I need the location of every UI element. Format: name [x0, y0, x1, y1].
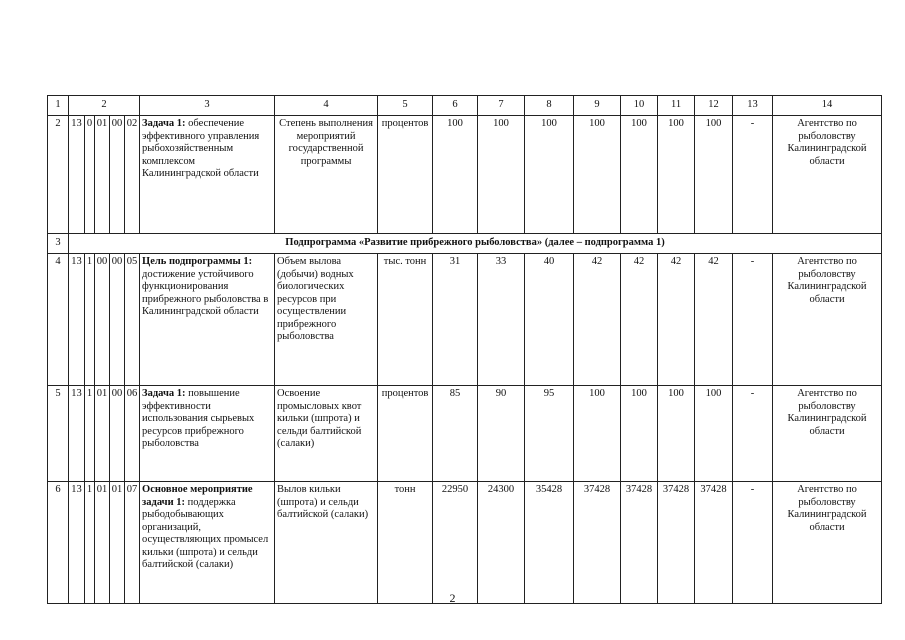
value-cell: 42 [658, 254, 695, 386]
goal-cell [140, 386, 275, 482]
goal-text: повышение эффективности использования сырьевых ресурсов прибрежного рыболовства [142, 388, 255, 449]
indicator-cell: Вылов кильки (шпрота) и сельди балтийской (салаки) [275, 482, 378, 604]
value-cell: 42 [574, 254, 621, 386]
table-row [48, 254, 882, 386]
value-cell: 33 [478, 254, 525, 386]
code-cell: 06 [125, 386, 140, 482]
value-cell: 24300 [478, 482, 525, 604]
header-cell: 13 [733, 96, 773, 116]
code-cell: 0 [85, 116, 95, 234]
header-cell: 2 [69, 96, 140, 116]
value-cell: 100 [695, 386, 733, 482]
value-cell: 100 [621, 116, 658, 234]
table-row [48, 386, 882, 482]
col13-cell: - [733, 482, 773, 604]
header-cell: 6 [433, 96, 478, 116]
code-cell: 13 [69, 116, 85, 234]
indicator-cell: Освоение промысловых квот кильки (шпрота) и сельди балтийской (салаки) [275, 386, 378, 482]
value-cell: 37428 [658, 482, 695, 604]
value-cell: 100 [525, 116, 574, 234]
code-cell: 00 [110, 116, 125, 234]
value-cell: 37428 [621, 482, 658, 604]
header-cell: 12 [695, 96, 733, 116]
row-number: 5 [48, 386, 69, 482]
code-cell: 1 [85, 482, 95, 604]
code-cell: 02 [125, 116, 140, 234]
value-cell: 100 [478, 116, 525, 234]
code-cell: 01 [95, 116, 110, 234]
header-cell: 4 [275, 96, 378, 116]
responsible-cell: Агентство по рыболовству Калининградской области [773, 254, 882, 386]
table-row [48, 116, 882, 234]
value-cell: 100 [574, 386, 621, 482]
indicator-cell: Степень выполнения мероприятий государственной программы [275, 116, 378, 234]
value-cell: 100 [658, 116, 695, 234]
goal-title: Основное мероприятие задачи 1: [142, 484, 253, 508]
indicator-table [47, 95, 882, 604]
goal-cell [140, 482, 275, 604]
col13-cell: - [733, 254, 773, 386]
goal-title: Цель подпрограммы 1: [142, 256, 253, 267]
value-cell: 31 [433, 254, 478, 386]
table-row [48, 482, 882, 604]
goal-title: Задача 1: [142, 118, 186, 129]
responsible-cell: Агентство по рыболовству Калининградской области [773, 482, 882, 604]
header-cell: 1 [48, 96, 69, 116]
header-cell: 9 [574, 96, 621, 116]
header-cell: 14 [773, 96, 882, 116]
code-cell: 01 [95, 386, 110, 482]
goal-text: достижение устойчивого функционирования прибрежного рыболовства в Калининградской области [142, 268, 269, 317]
header-cell: 11 [658, 96, 695, 116]
row-number: 3 [48, 234, 69, 254]
code-cell: 00 [95, 254, 110, 386]
goal-text: поддержка рыбодобывающих организаций, осуществляющих промысел кильки (шпрота) и сельди балтийской (салаки) [142, 496, 269, 570]
value-cell: 100 [574, 116, 621, 234]
value-cell: 35428 [525, 482, 574, 604]
unit-cell: процентов [378, 116, 433, 234]
subprogram-row [48, 234, 882, 254]
page-number: 2 [449, 591, 456, 605]
subprogram-title: Подпрограмма «Развитие прибрежного рыболовства» (далее – подпрограмма 1) [69, 234, 882, 254]
row-number: 2 [48, 116, 69, 234]
goal-text: обеспечение эффективного управления рыбохозяйственным комплексом Калининградской области [142, 118, 260, 179]
code-cell: 05 [125, 254, 140, 386]
unit-cell: тыс. тонн [378, 254, 433, 386]
value-cell: 40 [525, 254, 574, 386]
code-cell: 1 [85, 386, 95, 482]
code-cell: 00 [110, 254, 125, 386]
value-cell: 37428 [574, 482, 621, 604]
code-cell: 01 [95, 482, 110, 604]
responsible-cell: Агентство по рыболовству Калининградской области [773, 386, 882, 482]
col13-cell: - [733, 116, 773, 234]
code-cell: 00 [110, 386, 125, 482]
value-cell: 100 [621, 386, 658, 482]
code-cell: 13 [69, 482, 85, 604]
unit-cell: тонн [378, 482, 433, 604]
goal-title: Задача 1: [142, 388, 186, 399]
code-cell: 13 [69, 386, 85, 482]
value-cell: 100 [433, 116, 478, 234]
responsible-cell: Агентство по рыболовству Калининградской области [773, 116, 882, 234]
header-cell: 3 [140, 96, 275, 116]
code-cell: 01 [110, 482, 125, 604]
value-cell: 100 [658, 386, 695, 482]
col13-cell: - [733, 386, 773, 482]
value-cell: 22950 [433, 482, 478, 604]
unit-cell: процентов [378, 386, 433, 482]
header-cell: 10 [621, 96, 658, 116]
row-number: 4 [48, 254, 69, 386]
value-cell: 85 [433, 386, 478, 482]
indicator-cell: Объем вылова (добычи) водных биологических ресурсов при осуществлении прибрежного рыболовства [275, 254, 378, 386]
header-cell: 8 [525, 96, 574, 116]
row-number: 6 [48, 482, 69, 604]
code-cell: 13 [69, 254, 85, 386]
code-cell: 1 [85, 254, 95, 386]
header-cell: 5 [378, 96, 433, 116]
goal-cell [140, 254, 275, 386]
goal-cell [140, 116, 275, 234]
value-cell: 42 [695, 254, 733, 386]
header-row [48, 96, 882, 116]
value-cell: 42 [621, 254, 658, 386]
value-cell: 100 [695, 116, 733, 234]
header-cell: 7 [478, 96, 525, 116]
value-cell: 90 [478, 386, 525, 482]
value-cell: 37428 [695, 482, 733, 604]
value-cell: 95 [525, 386, 574, 482]
code-cell: 07 [125, 482, 140, 604]
